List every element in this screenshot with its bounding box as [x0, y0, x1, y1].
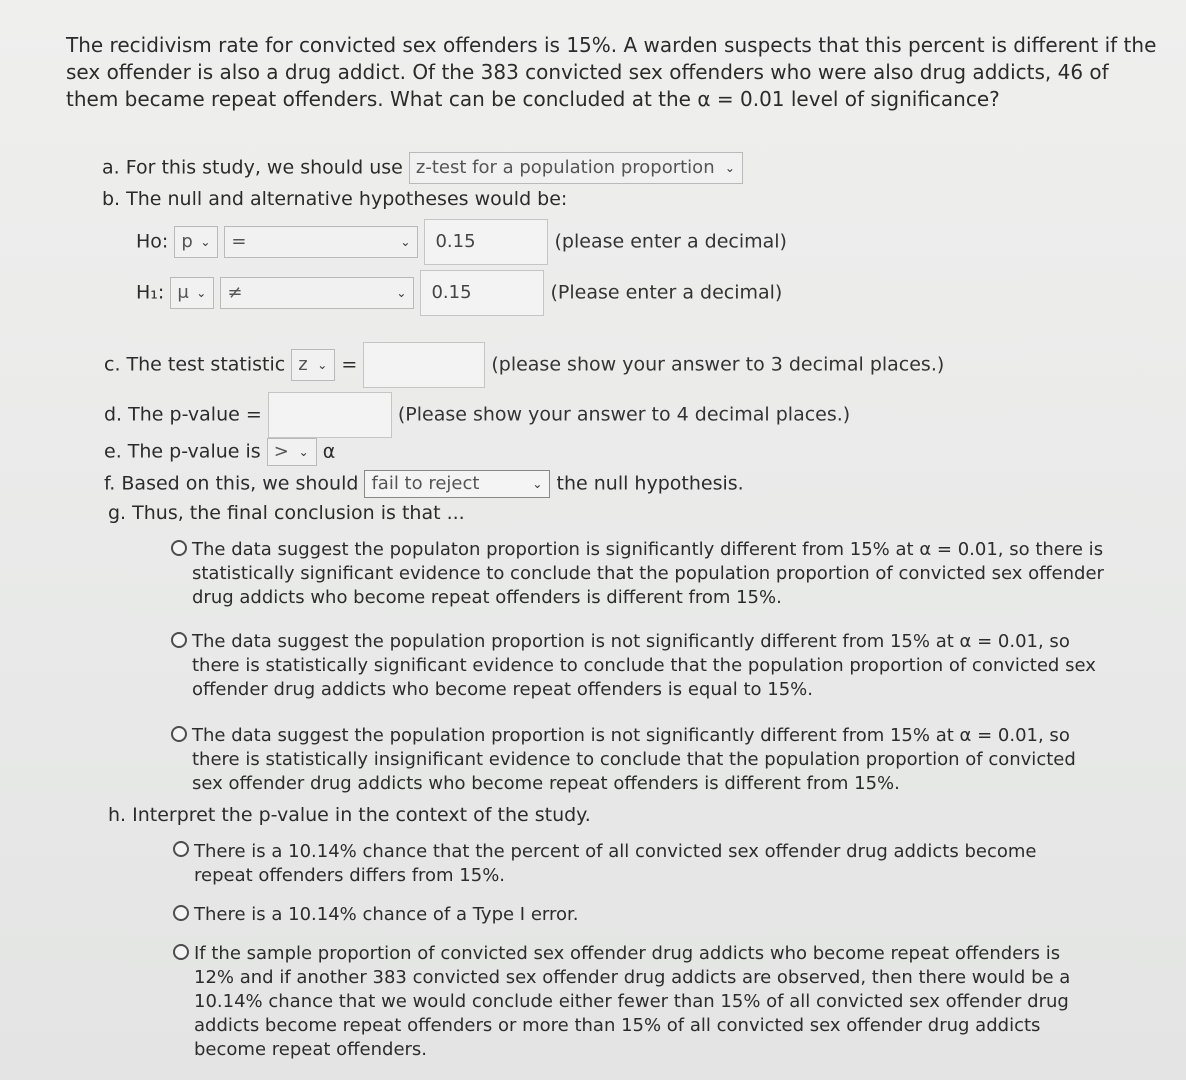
conclusion-radio-2[interactable]: [171, 632, 187, 648]
part-d-label: d. The p-value =: [104, 403, 262, 426]
interpretation-radio-2[interactable]: [173, 905, 189, 921]
part-a-label: a. For this study, we should use: [102, 156, 403, 179]
part-d-hint: (Please show your answer to 4 decimal places.): [397, 403, 851, 426]
interpretation-radio-1[interactable]: [173, 841, 189, 857]
interpretation-option-3: If the sample proportion of convicted sex offender drug addicts who become repeat offenders is 12% and if another 383 convicted sex offender drug addicts are observed, then there would be a 10.14% chance that we would conclude either fewer than 15% of all convicted sex offender drug addicts become repeat offenders or more than 15% of all convicted sex offender drug addicts become repeat offenders.: [194, 943, 1071, 1060]
interpretation-radio-3[interactable]: [173, 944, 189, 960]
h0-relation-select[interactable]: [224, 226, 418, 258]
p-value-input[interactable]: [268, 392, 392, 438]
part-a: [102, 152, 743, 184]
chevron-down-icon: ⌄: [200, 235, 211, 249]
chevron-down-icon: ⌄: [196, 286, 207, 300]
h0-row: [136, 219, 787, 265]
h1-relation-value: ≠: [227, 282, 243, 303]
part-f: [104, 470, 744, 498]
question-text: The recidivism rate for convicted sex offenders is 15%. A warden suspects that this percent is different if the sex offender is also a drug addict. Of the 383 convicted sex offenders who were also drug addicts, 46 of them became repeat offenders. What can be concluded at the α = 0.01 level of significance?: [66, 33, 1157, 111]
h1-param-value: μ: [177, 282, 189, 303]
part-h-label: h. Interpret the p-value in the context of the study.: [108, 804, 591, 826]
part-e: [104, 438, 335, 466]
test-type-value: z-test for a population proportion: [415, 157, 715, 178]
chevron-down-icon: ⌄: [724, 161, 735, 175]
p-value-compare-select[interactable]: [267, 438, 317, 466]
chevron-down-icon: ⌄: [400, 235, 411, 249]
conclusion-radio-3[interactable]: [171, 726, 187, 742]
interpretation-option-2: There is a 10.14% chance of a Type I error.: [194, 904, 579, 925]
chevron-down-icon: ⌄: [396, 286, 407, 300]
h1-relation-select[interactable]: [220, 277, 414, 309]
part-d: [104, 392, 850, 438]
h0-label: Ho:: [136, 230, 169, 253]
equals-sign: =: [341, 353, 358, 376]
h0-hint: (please enter a decimal): [554, 230, 787, 253]
interpretation-option-1: There is a 10.14% chance that the percent of all convicted sex offender drug addicts become repeat offenders differs from 15%.: [194, 841, 1037, 886]
test-type-select[interactable]: [409, 152, 743, 184]
alpha-symbol: α: [322, 440, 336, 463]
test-statistic-select[interactable]: [291, 349, 335, 381]
h0-relation-value: =: [231, 231, 247, 252]
chevron-down-icon: ⌄: [298, 445, 309, 459]
part-g-label: g. Thus, the final conclusion is that ...: [108, 502, 465, 524]
h0-value-input[interactable]: 0.15: [424, 219, 548, 265]
part-c-hint: (please show your answer to 3 decimal places.): [491, 353, 945, 376]
chevron-down-icon: ⌄: [317, 358, 328, 372]
h0-param-value: p: [181, 231, 193, 252]
part-f-suffix: the null hypothesis.: [556, 472, 744, 495]
test-statistic-value: z: [298, 354, 308, 375]
chevron-down-icon: ⌄: [532, 477, 543, 491]
part-c: [104, 342, 944, 388]
test-statistic-input[interactable]: [363, 342, 485, 388]
h1-value-input[interactable]: 0.15: [420, 270, 544, 316]
part-c-label: c. The test statistic: [104, 353, 286, 376]
h1-hint: (Please enter a decimal): [550, 281, 783, 304]
part-e-label: e. The p-value is: [104, 440, 261, 463]
h1-param-select[interactable]: [170, 277, 214, 309]
decision-select[interactable]: [364, 470, 550, 498]
part-b-label: b. The null and alternative hypotheses would be:: [102, 188, 568, 210]
conclusion-radio-1[interactable]: [171, 540, 187, 556]
h1-label: H₁:: [136, 281, 165, 304]
decision-value: fail to reject: [371, 473, 480, 494]
h0-param-select[interactable]: [174, 226, 218, 258]
conclusion-option-1: The data suggest the populaton proportion is significantly different from 15% at α = 0.01, so there is statistically significant evidence to conclude that the population proportion of convicted sex offender drug addicts who become repeat offenders is different from 15%.: [192, 539, 1104, 608]
conclusion-option-3: The data suggest the population proportion is not significantly different from 15% at α = 0.01, so there is statistically insignificant evidence to conclude that the population proportion of convicted sex offender drug addicts who become repeat offenders is different from 15%.: [192, 725, 1076, 794]
compare-value: >: [273, 441, 289, 462]
h1-row: [136, 270, 782, 316]
part-f-label: f. Based on this, we should: [104, 472, 359, 495]
conclusion-option-2: The data suggest the population proportion is not significantly different from 15% at α = 0.01, so there is statistically significant evidence to conclude that the population proportion of convicted sex offender drug addicts who become repeat offenders is equal to 15%.: [192, 631, 1096, 700]
